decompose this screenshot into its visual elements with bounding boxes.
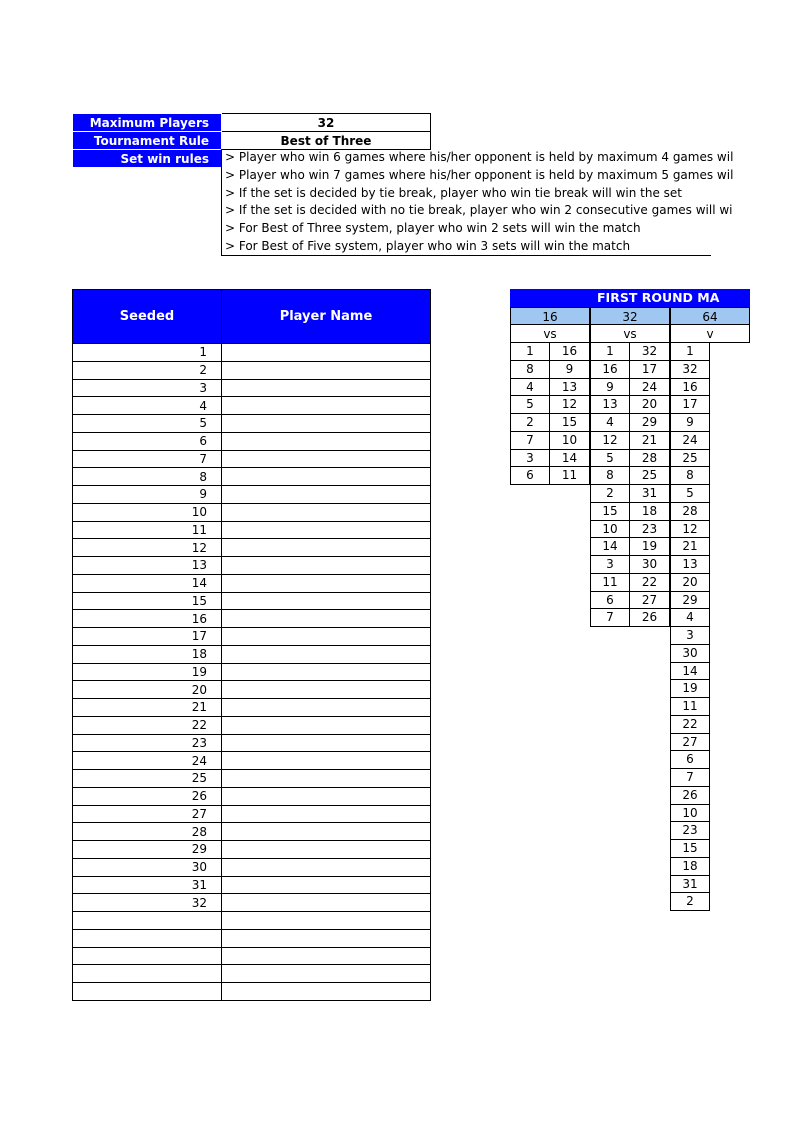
- match-row: [590, 414, 670, 432]
- match-row: [590, 361, 670, 379]
- match-row: [670, 361, 750, 379]
- match-seed-cell: 30: [670, 645, 710, 663]
- seed-player-table: [72, 289, 431, 1001]
- table-row: [73, 432, 431, 450]
- table-row: [73, 841, 431, 859]
- match-seed-cell: 2: [510, 414, 550, 432]
- match-seed-cell: 18: [670, 858, 710, 876]
- player-name-cell[interactable]: [222, 468, 431, 486]
- table-row: [73, 663, 431, 681]
- match-seed-cell: 27: [630, 592, 670, 610]
- match-seed-cell: 3: [510, 450, 550, 468]
- match-row: [510, 414, 590, 432]
- table-row: [73, 503, 431, 521]
- player-name-cell[interactable]: [222, 610, 431, 628]
- match-seed-cell: 23: [630, 521, 670, 539]
- match-row: [670, 680, 750, 698]
- table-row: [73, 628, 431, 646]
- tournament-rule-label: Tournament Rule: [73, 132, 222, 150]
- table-row: [73, 894, 431, 912]
- seed-number-cell: [73, 983, 222, 1001]
- seed-number-cell: [73, 965, 222, 983]
- table-row: [73, 858, 431, 876]
- match-seed-cell: 6: [590, 592, 630, 610]
- player-name-cell[interactable]: [222, 450, 431, 468]
- bracket-16-group: [510, 307, 590, 485]
- match-seed-cell: 3: [670, 627, 710, 645]
- player-name-cell[interactable]: [222, 965, 431, 983]
- seed-number-cell: 25: [73, 770, 222, 788]
- seed-number-cell: 18: [73, 645, 222, 663]
- match-row: [670, 663, 750, 681]
- seeded-header: Seeded: [73, 290, 222, 344]
- rule-line: > If the set is decided by tie break, player who win tie break will win the set: [225, 185, 682, 200]
- player-name-cell[interactable]: [222, 716, 431, 734]
- seed-number-cell: 31: [73, 876, 222, 894]
- seed-number-cell: 13: [73, 557, 222, 575]
- seed-number-cell: 30: [73, 858, 222, 876]
- match-seed-cell: 31: [630, 485, 670, 503]
- match-seed-cell: 16: [590, 361, 630, 379]
- match-row: [670, 503, 750, 521]
- match-seed-cell: 21: [630, 432, 670, 450]
- player-name-cell[interactable]: [222, 876, 431, 894]
- seed-number-cell: 14: [73, 574, 222, 592]
- match-row: [510, 379, 590, 397]
- match-row: [590, 467, 670, 485]
- match-row: [670, 574, 750, 592]
- tournament-rule-value[interactable]: Best of Three: [222, 132, 431, 150]
- vs-label: v: [670, 325, 750, 343]
- match-seed-cell: 5: [590, 450, 630, 468]
- match-seed-cell: 1: [670, 343, 710, 361]
- player-name-cell[interactable]: [222, 805, 431, 823]
- rule-line: > Player who win 7 games where his/her opponent is held by maximum 5 games wil: [225, 167, 734, 182]
- table-row: [73, 645, 431, 663]
- seed-number-cell: 28: [73, 823, 222, 841]
- table-row: [73, 823, 431, 841]
- player-name-cell[interactable]: [222, 770, 431, 788]
- player-name-cell[interactable]: [222, 947, 431, 965]
- table-row: [73, 912, 431, 930]
- table-row: [73, 361, 431, 379]
- match-row: [590, 432, 670, 450]
- match-row: [670, 379, 750, 397]
- match-row: [590, 592, 670, 610]
- match-seed-cell: 6: [510, 467, 550, 485]
- match-seed-cell: 11: [590, 574, 630, 592]
- seed-number-cell: 21: [73, 699, 222, 717]
- table-row: [73, 574, 431, 592]
- player-name-cell[interactable]: [222, 841, 431, 859]
- match-row: [590, 379, 670, 397]
- seed-number-cell: 27: [73, 805, 222, 823]
- match-seed-cell: 8: [590, 467, 630, 485]
- seed-number-cell: 10: [73, 503, 222, 521]
- player-name-cell[interactable]: [222, 787, 431, 805]
- seed-number-cell: 23: [73, 734, 222, 752]
- bracket-32-header: 32: [590, 307, 670, 325]
- player-name-cell[interactable]: [222, 823, 431, 841]
- match-seed-cell: 17: [670, 396, 710, 414]
- match-row: [510, 432, 590, 450]
- player-name-cell[interactable]: [222, 521, 431, 539]
- match-row: [590, 485, 670, 503]
- match-seed-cell: 2: [590, 485, 630, 503]
- seed-number-cell: 5: [73, 415, 222, 433]
- player-name-cell[interactable]: [222, 432, 431, 450]
- match-row: [510, 396, 590, 414]
- table-row: [73, 415, 431, 433]
- match-row: [670, 822, 750, 840]
- match-seed-cell: 8: [510, 361, 550, 379]
- match-row: [670, 521, 750, 539]
- bracket-64-group: [670, 307, 750, 911]
- match-seed-cell: 16: [550, 343, 590, 361]
- table-row: [73, 699, 431, 717]
- match-seed-cell: 1: [510, 343, 550, 361]
- match-seed-cell: 15: [670, 840, 710, 858]
- player-name-cell[interactable]: [222, 752, 431, 770]
- seed-number-cell: 12: [73, 539, 222, 557]
- table-row: [73, 468, 431, 486]
- match-seed-cell: 12: [550, 396, 590, 414]
- match-seed-cell: 11: [670, 698, 710, 716]
- match-seed-cell: 29: [630, 414, 670, 432]
- match-seed-cell: 12: [590, 432, 630, 450]
- seed-number-cell: 29: [73, 841, 222, 859]
- player-name-cell[interactable]: [222, 361, 431, 379]
- match-seed-cell: 32: [630, 343, 670, 361]
- player-name-cell[interactable]: [222, 663, 431, 681]
- match-seed-cell: 4: [590, 414, 630, 432]
- match-row: [670, 876, 750, 894]
- table-row: [73, 770, 431, 788]
- match-row: [590, 450, 670, 468]
- seed-number-cell: 20: [73, 681, 222, 699]
- match-row: [670, 432, 750, 450]
- set-win-rules-list: [221, 149, 734, 256]
- set-win-rules-label: Set win rules: [73, 150, 222, 168]
- player-name-cell[interactable]: [222, 628, 431, 646]
- match-seed-cell: 20: [630, 396, 670, 414]
- match-row: [670, 734, 750, 752]
- seed-number-cell: 1: [73, 344, 222, 362]
- player-name-cell[interactable]: [222, 681, 431, 699]
- match-row: [510, 467, 590, 485]
- match-seed-cell: 5: [510, 396, 550, 414]
- table-row: [73, 734, 431, 752]
- match-seed-cell: 23: [670, 822, 710, 840]
- match-row: [590, 521, 670, 539]
- match-row: [590, 396, 670, 414]
- seed-number-cell: 32: [73, 894, 222, 912]
- match-seed-cell: 4: [670, 609, 710, 627]
- seed-number-cell: 4: [73, 397, 222, 415]
- match-seed-cell: 19: [670, 680, 710, 698]
- table-row: [73, 521, 431, 539]
- match-seed-cell: 15: [590, 503, 630, 521]
- match-seed-cell: 16: [670, 379, 710, 397]
- player-name-cell[interactable]: [222, 699, 431, 717]
- seed-number-cell: 3: [73, 379, 222, 397]
- match-seed-cell: 13: [550, 379, 590, 397]
- match-seed-cell: 13: [590, 396, 630, 414]
- match-row: [590, 556, 670, 574]
- match-seed-cell: 25: [670, 450, 710, 468]
- match-row: [670, 609, 750, 627]
- match-seed-cell: 15: [550, 414, 590, 432]
- match-row: [510, 450, 590, 468]
- match-seed-cell: 22: [670, 716, 710, 734]
- match-row: [670, 538, 750, 556]
- seed-number-cell: 6: [73, 432, 222, 450]
- player-name-cell[interactable]: [222, 858, 431, 876]
- table-row: [73, 947, 431, 965]
- table-row: [73, 557, 431, 575]
- table-row: [73, 983, 431, 1001]
- match-seed-cell: 25: [630, 467, 670, 485]
- match-seed-cell: 12: [670, 521, 710, 539]
- match-seed-cell: 7: [510, 432, 550, 450]
- match-seed-cell: 18: [630, 503, 670, 521]
- bracket-16-header: 16: [510, 307, 590, 325]
- match-row: [670, 396, 750, 414]
- seed-number-cell: [73, 929, 222, 947]
- table-row: [73, 681, 431, 699]
- match-seed-cell: 24: [630, 379, 670, 397]
- match-seed-cell: 26: [630, 609, 670, 627]
- match-seed-cell: 4: [510, 379, 550, 397]
- table-row: [73, 716, 431, 734]
- table-row: [73, 539, 431, 557]
- max-players-value[interactable]: 32: [222, 114, 431, 132]
- rule-line: > Player who win 6 games where his/her opponent is held by maximum 4 games wil: [225, 150, 734, 164]
- seed-number-cell: 9: [73, 486, 222, 504]
- table-row: [73, 929, 431, 947]
- match-row: [670, 645, 750, 663]
- player-name-cell[interactable]: [222, 894, 431, 912]
- table-row: [73, 592, 431, 610]
- match-row: [670, 858, 750, 876]
- player-name-cell[interactable]: [222, 557, 431, 575]
- rule-line: > For Best of Three system, player who win 2 sets will win the match: [225, 221, 641, 235]
- match-seed-cell: 13: [670, 556, 710, 574]
- match-row: [670, 716, 750, 734]
- seed-number-cell: 7: [73, 450, 222, 468]
- match-seed-cell: 22: [630, 574, 670, 592]
- match-row: [670, 751, 750, 769]
- player-name-cell[interactable]: [222, 734, 431, 752]
- table-row: [73, 450, 431, 468]
- seed-number-cell: 11: [73, 521, 222, 539]
- match-row: [670, 485, 750, 503]
- match-seed-cell: 9: [670, 414, 710, 432]
- player-name-header: Player Name: [222, 290, 431, 344]
- rule-line: > If the set is decided with no tie break, player who win 2 consecutive games will wi: [225, 203, 733, 218]
- seed-number-cell: 24: [73, 752, 222, 770]
- rule-line: > For Best of Five system, player who win 3 sets will win the match: [225, 238, 631, 253]
- player-name-cell[interactable]: [222, 397, 431, 415]
- player-name-cell[interactable]: [222, 379, 431, 397]
- seed-number-cell: 17: [73, 628, 222, 646]
- seed-number-cell: 22: [73, 716, 222, 734]
- match-seed-cell: 10: [550, 432, 590, 450]
- match-row: [670, 698, 750, 716]
- match-seed-cell: 21: [670, 538, 710, 556]
- bracket-64-header: 64: [670, 307, 750, 325]
- seed-number-cell: 2: [73, 361, 222, 379]
- table-row: [73, 805, 431, 823]
- table-row: [73, 610, 431, 628]
- match-row: [670, 450, 750, 468]
- match-seed-cell: 2: [670, 893, 710, 911]
- match-seed-cell: 10: [590, 521, 630, 539]
- match-row: [670, 840, 750, 858]
- player-name-cell[interactable]: [222, 574, 431, 592]
- match-row: [590, 503, 670, 521]
- max-players-label: Maximum Players: [73, 114, 222, 132]
- table-row: [73, 486, 431, 504]
- match-seed-cell: 32: [670, 361, 710, 379]
- match-row: [590, 343, 670, 361]
- vs-label: vs: [590, 325, 670, 343]
- player-name-cell[interactable]: [222, 929, 431, 947]
- match-seed-cell: 9: [590, 379, 630, 397]
- first-round-title: FIRST ROUND MA: [510, 289, 750, 307]
- table-row: [73, 397, 431, 415]
- player-name-cell[interactable]: [222, 645, 431, 663]
- match-row: [670, 414, 750, 432]
- match-seed-cell: 5: [670, 485, 710, 503]
- match-seed-cell: 30: [630, 556, 670, 574]
- match-seed-cell: 9: [550, 361, 590, 379]
- match-seed-cell: 14: [550, 450, 590, 468]
- match-row: [510, 343, 590, 361]
- table-row: [73, 344, 431, 362]
- match-seed-cell: 7: [670, 769, 710, 787]
- player-name-cell[interactable]: [222, 415, 431, 433]
- match-row: [670, 805, 750, 823]
- match-row: [510, 361, 590, 379]
- match-seed-cell: 19: [630, 538, 670, 556]
- player-name-cell[interactable]: [222, 344, 431, 362]
- match-seed-cell: 20: [670, 574, 710, 592]
- match-row: [670, 893, 750, 911]
- seed-number-cell: 26: [73, 787, 222, 805]
- match-row: [670, 592, 750, 610]
- player-name-cell[interactable]: [222, 983, 431, 1001]
- match-seed-cell: 28: [670, 503, 710, 521]
- match-seed-cell: 8: [670, 467, 710, 485]
- match-row: [670, 627, 750, 645]
- seed-number-cell: 19: [73, 663, 222, 681]
- match-seed-cell: 31: [670, 876, 710, 894]
- match-seed-cell: 1: [590, 343, 630, 361]
- table-row: [73, 752, 431, 770]
- match-seed-cell: 7: [590, 609, 630, 627]
- match-seed-cell: 3: [590, 556, 630, 574]
- player-name-cell[interactable]: [222, 912, 431, 930]
- bracket-32-group: [590, 307, 670, 627]
- player-name-cell[interactable]: [222, 503, 431, 521]
- match-seed-cell: 10: [670, 805, 710, 823]
- match-seed-cell: 24: [670, 432, 710, 450]
- match-seed-cell: 29: [670, 592, 710, 610]
- seed-number-cell: [73, 947, 222, 965]
- seed-number-cell: 15: [73, 592, 222, 610]
- table-row: [73, 965, 431, 983]
- match-seed-cell: 17: [630, 361, 670, 379]
- match-seed-cell: 28: [630, 450, 670, 468]
- match-row: [670, 343, 750, 361]
- match-row: [670, 467, 750, 485]
- first-round-matches: [510, 289, 720, 929]
- match-row: [590, 574, 670, 592]
- match-seed-cell: 14: [670, 663, 710, 681]
- vs-label: vs: [510, 325, 590, 343]
- table-row: [73, 787, 431, 805]
- seed-number-cell: 16: [73, 610, 222, 628]
- match-row: [590, 609, 670, 627]
- player-name-cell[interactable]: [222, 486, 431, 504]
- match-row: [590, 538, 670, 556]
- match-seed-cell: 27: [670, 734, 710, 752]
- seed-number-cell: [73, 912, 222, 930]
- match-seed-cell: 14: [590, 538, 630, 556]
- player-name-cell[interactable]: [222, 539, 431, 557]
- match-seed-cell: 11: [550, 467, 590, 485]
- match-row: [670, 556, 750, 574]
- match-row: [670, 787, 750, 805]
- seed-number-cell: 8: [73, 468, 222, 486]
- table-row: [73, 876, 431, 894]
- match-seed-cell: 6: [670, 751, 710, 769]
- match-seed-cell: 26: [670, 787, 710, 805]
- table-row: [73, 379, 431, 397]
- match-row: [670, 769, 750, 787]
- player-name-cell[interactable]: [222, 592, 431, 610]
